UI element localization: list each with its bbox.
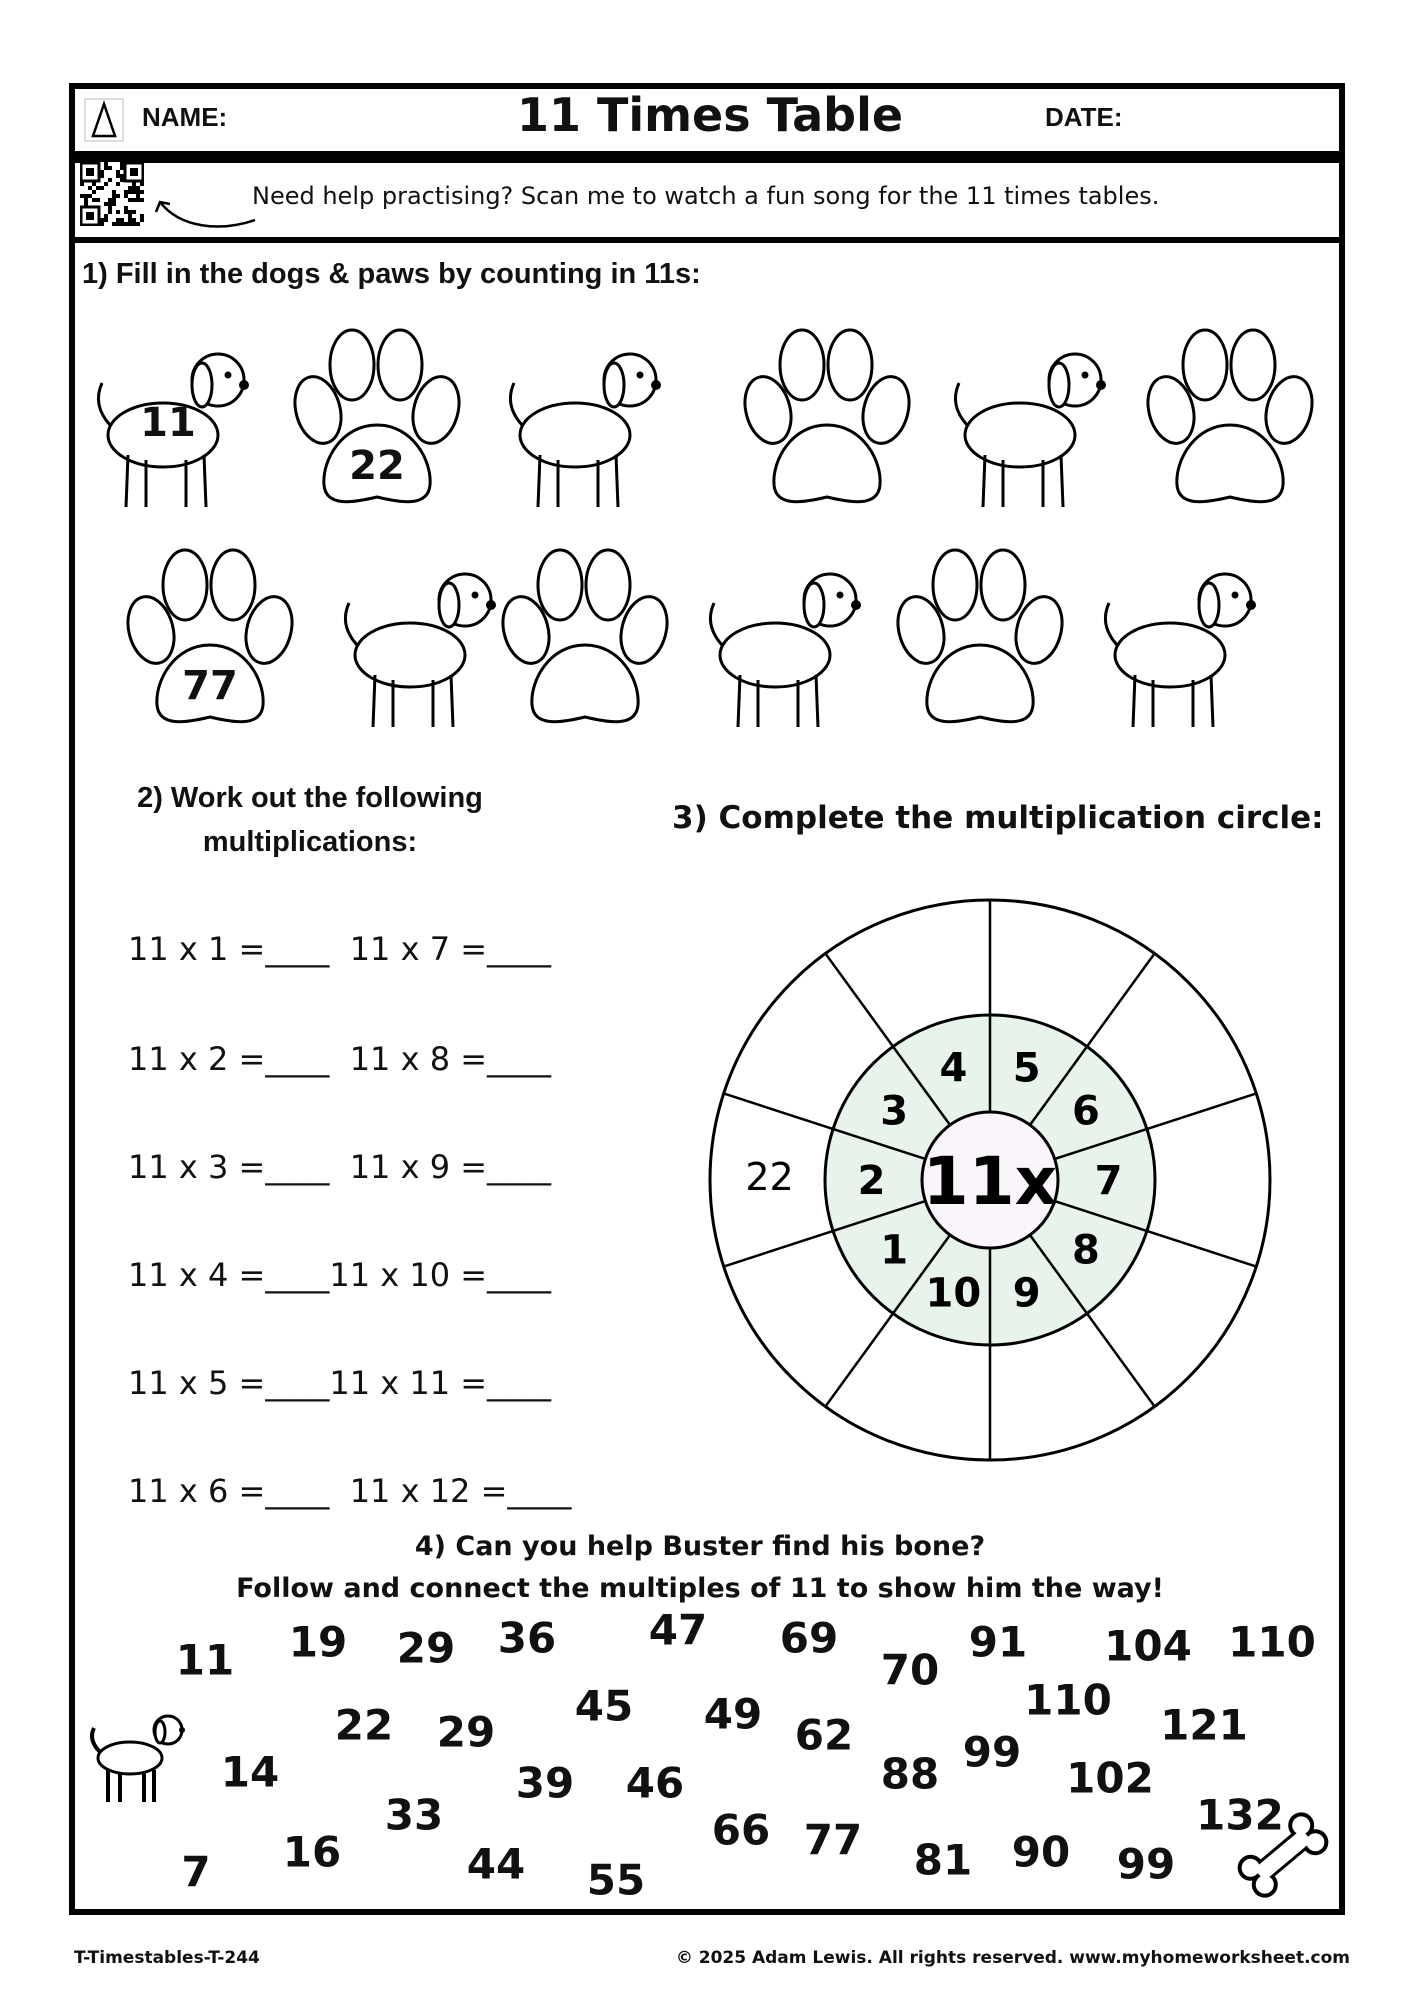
multiplication-problem[interactable]: 11 x 3 =____ 11 x 9 =____ (128, 1148, 552, 1186)
maze-number[interactable]: 104 (1104, 1621, 1192, 1671)
name-label: NAME: (142, 102, 228, 132)
dog-icon (1085, 545, 1275, 739)
paw-icon (1135, 325, 1325, 519)
wheel-number: 3 (880, 1088, 909, 1135)
qr-help-text: Need help practising? Scan me to watch a fun song for the 11 times tables. (252, 182, 1160, 210)
maze-number[interactable]: 81 (913, 1835, 973, 1885)
maze-number[interactable]: 44 (466, 1839, 526, 1889)
paw-number[interactable]: 77 (182, 663, 238, 709)
wheel-number: 10 (925, 1270, 982, 1317)
multiplication-problem[interactable]: 11 x 1 =____ 11 x 7 =____ (128, 930, 552, 968)
page-title: 11 Times Table (516, 88, 904, 142)
maze-number[interactable]: 11 (175, 1635, 235, 1685)
maze-number[interactable]: 110 (1228, 1617, 1316, 1667)
dog-icon (78, 325, 268, 519)
wheel-number: 4 (939, 1045, 968, 1092)
paw-icon (115, 545, 305, 739)
arrow-icon (150, 190, 260, 230)
dog-icon (690, 545, 880, 739)
section4-heading-line2: Follow and connect the multiples of 11 to show him the way! (236, 1573, 1164, 1604)
maze-number[interactable]: 132 (1196, 1790, 1284, 1840)
maze-number[interactable]: 7 (181, 1847, 211, 1897)
maze-number[interactable]: 70 (880, 1645, 940, 1695)
maze-number[interactable]: 62 (794, 1710, 854, 1760)
maze-number[interactable]: 46 (625, 1758, 685, 1808)
section3-heading: 3) Complete the multiplication circle: (672, 800, 1324, 836)
section4-heading (200, 1526, 1200, 1610)
paw-number[interactable]: 22 (349, 443, 405, 489)
maze-number[interactable]: 16 (282, 1827, 342, 1877)
maze-number[interactable]: 19 (288, 1617, 348, 1667)
wheel-example-answer[interactable]: 22 (745, 1155, 794, 1199)
wheel-number: 6 (1071, 1088, 1100, 1135)
maze-number[interactable]: 29 (396, 1623, 456, 1673)
maze-number[interactable]: 55 (586, 1855, 646, 1905)
qr-code-icon[interactable] (80, 162, 144, 226)
bone-icon (1228, 1800, 1338, 1910)
dog-icon (325, 545, 515, 739)
copyright: © 2025 Adam Lewis. All rights reserved. www.myhomeworksheet.com (675, 1948, 1350, 1968)
section2-heading: 2) Work out the following multiplications: (137, 782, 483, 858)
wheel-number: 2 (857, 1158, 886, 1204)
paw-icon (490, 545, 680, 739)
dog-number[interactable]: 11 (140, 400, 196, 446)
maze-number[interactable]: 47 (648, 1605, 708, 1655)
maze-number[interactable]: 88 (880, 1749, 940, 1799)
wheel-number: 8 (1071, 1227, 1100, 1274)
maze-number[interactable]: 39 (515, 1758, 575, 1808)
paw-icon (885, 545, 1075, 739)
maze-number[interactable]: 29 (436, 1707, 496, 1757)
multiplication-problem[interactable]: 11 x 6 =____ 11 x 12 =____ (128, 1472, 572, 1510)
maze-number[interactable]: 102 (1066, 1753, 1154, 1803)
section4-heading-line1: 4) Can you help Buster find his bone? (414, 1531, 986, 1562)
maze-number[interactable]: 91 (968, 1617, 1028, 1667)
maze-number[interactable]: 14 (220, 1747, 280, 1797)
maze-number[interactable]: 36 (497, 1613, 557, 1663)
date-label: DATE: (1045, 102, 1123, 132)
buster-dog-icon (80, 1690, 200, 1810)
maze-number[interactable]: 77 (803, 1815, 863, 1865)
logo-icon (84, 98, 124, 142)
maze-number[interactable]: 69 (779, 1613, 839, 1663)
paw-icon (732, 325, 922, 519)
multiplication-circle (700, 890, 1280, 1470)
maze-number[interactable]: 90 (1011, 1827, 1071, 1877)
maze-number[interactable]: 99 (1116, 1839, 1176, 1889)
multiplication-problem[interactable]: 11 x 5 =____11 x 11 =____ (128, 1364, 552, 1402)
maze-number[interactable]: 45 (574, 1681, 634, 1731)
wheel-number: 1 (880, 1227, 909, 1274)
paw-icon (282, 325, 472, 519)
wheel-number: 7 (1094, 1158, 1123, 1204)
wheel-center-label: 11x (922, 1143, 1058, 1220)
maze-number[interactable]: 110 (1024, 1675, 1112, 1725)
multiplication-problem[interactable]: 11 x 4 =____11 x 10 =____ (128, 1256, 552, 1294)
multiplication-problem[interactable]: 11 x 2 =____ 11 x 8 =____ (128, 1040, 552, 1078)
dog-icon (935, 325, 1125, 519)
maze-number[interactable]: 49 (703, 1689, 763, 1739)
wheel-number: 9 (1012, 1270, 1041, 1317)
worksheet-code: T-Timestables-T-244 (74, 1948, 260, 1968)
maze-number[interactable]: 33 (384, 1790, 444, 1840)
section1-heading: 1) Fill in the dogs & paws by counting in 11s: (82, 258, 701, 290)
maze-number[interactable]: 22 (334, 1700, 394, 1750)
dog-icon (490, 325, 680, 519)
maze-number[interactable]: 66 (711, 1805, 771, 1855)
wheel-number: 5 (1012, 1045, 1041, 1092)
maze-number[interactable]: 99 (962, 1727, 1022, 1777)
maze-number[interactable]: 121 (1160, 1700, 1248, 1750)
